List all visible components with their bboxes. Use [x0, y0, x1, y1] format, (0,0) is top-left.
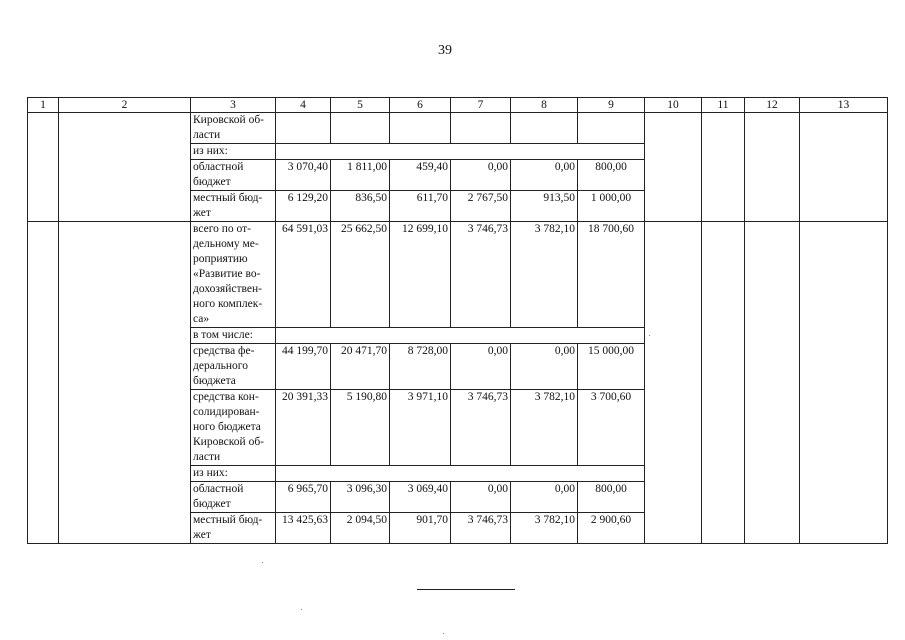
header-row [28, 98, 888, 113]
empty-span-cell [276, 144, 645, 160]
value-cell: 8 728,00 [390, 344, 451, 390]
merged-cell [28, 222, 59, 544]
value-cell: 459,40 [390, 160, 451, 191]
page-number: 39 [438, 43, 452, 58]
header-cell: 11 [702, 98, 745, 113]
value-cell: 64 591,03 [276, 222, 331, 328]
value-cell: 611,70 [390, 191, 451, 222]
merged-cell [28, 113, 59, 222]
value-cell: 0,00 [511, 482, 578, 513]
merged-cell [745, 222, 800, 544]
value-cell [331, 113, 390, 144]
table-row [28, 113, 888, 144]
scan-speck [301, 609, 302, 610]
row-description: местный бюд- жет [191, 513, 276, 544]
row-description: местный бюд- жет [191, 191, 276, 222]
value-cell: 0,00 [511, 344, 578, 390]
value-cell [511, 113, 578, 144]
value-cell: 3 746,73 [451, 390, 511, 466]
budget-table [27, 97, 888, 544]
value-cell [578, 113, 645, 144]
value-cell: 5 190,80 [331, 390, 390, 466]
row-description: всего по от- дельному ме- роприятию «Развитие во- дохозяйствен- ного комплек- са» [191, 222, 276, 328]
value-cell: 3 700,60 [578, 390, 645, 466]
value-cell: 3 971,10 [390, 390, 451, 466]
header-cell: 2 [59, 98, 191, 113]
row-description: из них: [191, 466, 276, 482]
footer-divider [417, 589, 515, 590]
value-cell: 3 069,40 [390, 482, 451, 513]
header-cell: 9 [578, 98, 645, 113]
header-cell: 10 [645, 98, 702, 113]
row-description: областной бюджет [191, 160, 276, 191]
value-cell: 44 199,70 [276, 344, 331, 390]
scan-speck [649, 335, 650, 336]
value-cell [276, 113, 331, 144]
merged-cell [59, 222, 191, 544]
row-description: средства кон- солидирован- ного бюджета Кировской об- ласти [191, 390, 276, 466]
value-cell: 3 746,73 [451, 222, 511, 328]
value-cell [451, 113, 511, 144]
row-description: Кировской об- ласти [191, 113, 276, 144]
value-cell: 913,50 [511, 191, 578, 222]
empty-span-cell [276, 328, 645, 344]
header-cell: 13 [800, 98, 888, 113]
merged-cell [745, 113, 800, 222]
merged-cell [702, 222, 745, 544]
header-cell: 1 [28, 98, 59, 113]
value-cell: 3 746,73 [451, 513, 511, 544]
value-cell: 3 782,10 [511, 222, 578, 328]
value-cell: 3 782,10 [511, 513, 578, 544]
scan-speck [262, 562, 263, 563]
value-cell: 3 782,10 [511, 390, 578, 466]
header-cell: 12 [745, 98, 800, 113]
value-cell: 0,00 [511, 160, 578, 191]
value-cell: 12 699,10 [390, 222, 451, 328]
merged-cell [59, 113, 191, 222]
table-row [28, 222, 888, 328]
value-cell: 20 391,33 [276, 390, 331, 466]
value-cell: 0,00 [451, 482, 511, 513]
value-cell: 800,00 [578, 482, 645, 513]
empty-span-cell [276, 466, 645, 482]
value-cell: 3 096,30 [331, 482, 390, 513]
scan-speck [443, 633, 444, 634]
value-cell: 13 425,63 [276, 513, 331, 544]
value-cell: 15 000,00 [578, 344, 645, 390]
header-cell: 3 [191, 98, 276, 113]
value-cell: 2 767,50 [451, 191, 511, 222]
value-cell: 901,70 [390, 513, 451, 544]
value-cell: 2 900,60 [578, 513, 645, 544]
merged-cell [645, 222, 702, 544]
value-cell: 20 471,70 [331, 344, 390, 390]
header-cell: 8 [511, 98, 578, 113]
value-cell: 1 000,00 [578, 191, 645, 222]
header-cell: 7 [451, 98, 511, 113]
value-cell: 6 129,20 [276, 191, 331, 222]
value-cell: 1 811,00 [331, 160, 390, 191]
header-cell: 5 [331, 98, 390, 113]
row-description: средства фе- дерального бюджета [191, 344, 276, 390]
merged-cell [702, 113, 745, 222]
value-cell: 25 662,50 [331, 222, 390, 328]
row-description: в том числе: [191, 328, 276, 344]
value-cell: 3 070,40 [276, 160, 331, 191]
value-cell: 6 965,70 [276, 482, 331, 513]
merged-cell [800, 113, 888, 222]
value-cell: 2 094,50 [331, 513, 390, 544]
value-cell: 836,50 [331, 191, 390, 222]
row-description: из них: [191, 144, 276, 160]
value-cell: 0,00 [451, 160, 511, 191]
value-cell: 18 700,60 [578, 222, 645, 328]
merged-cell [645, 113, 702, 222]
value-cell: 800,00 [578, 160, 645, 191]
merged-cell [800, 222, 888, 544]
value-cell: 0,00 [451, 344, 511, 390]
value-cell [390, 113, 451, 144]
row-description: областной бюджет [191, 482, 276, 513]
header-cell: 6 [390, 98, 451, 113]
header-cell: 4 [276, 98, 331, 113]
